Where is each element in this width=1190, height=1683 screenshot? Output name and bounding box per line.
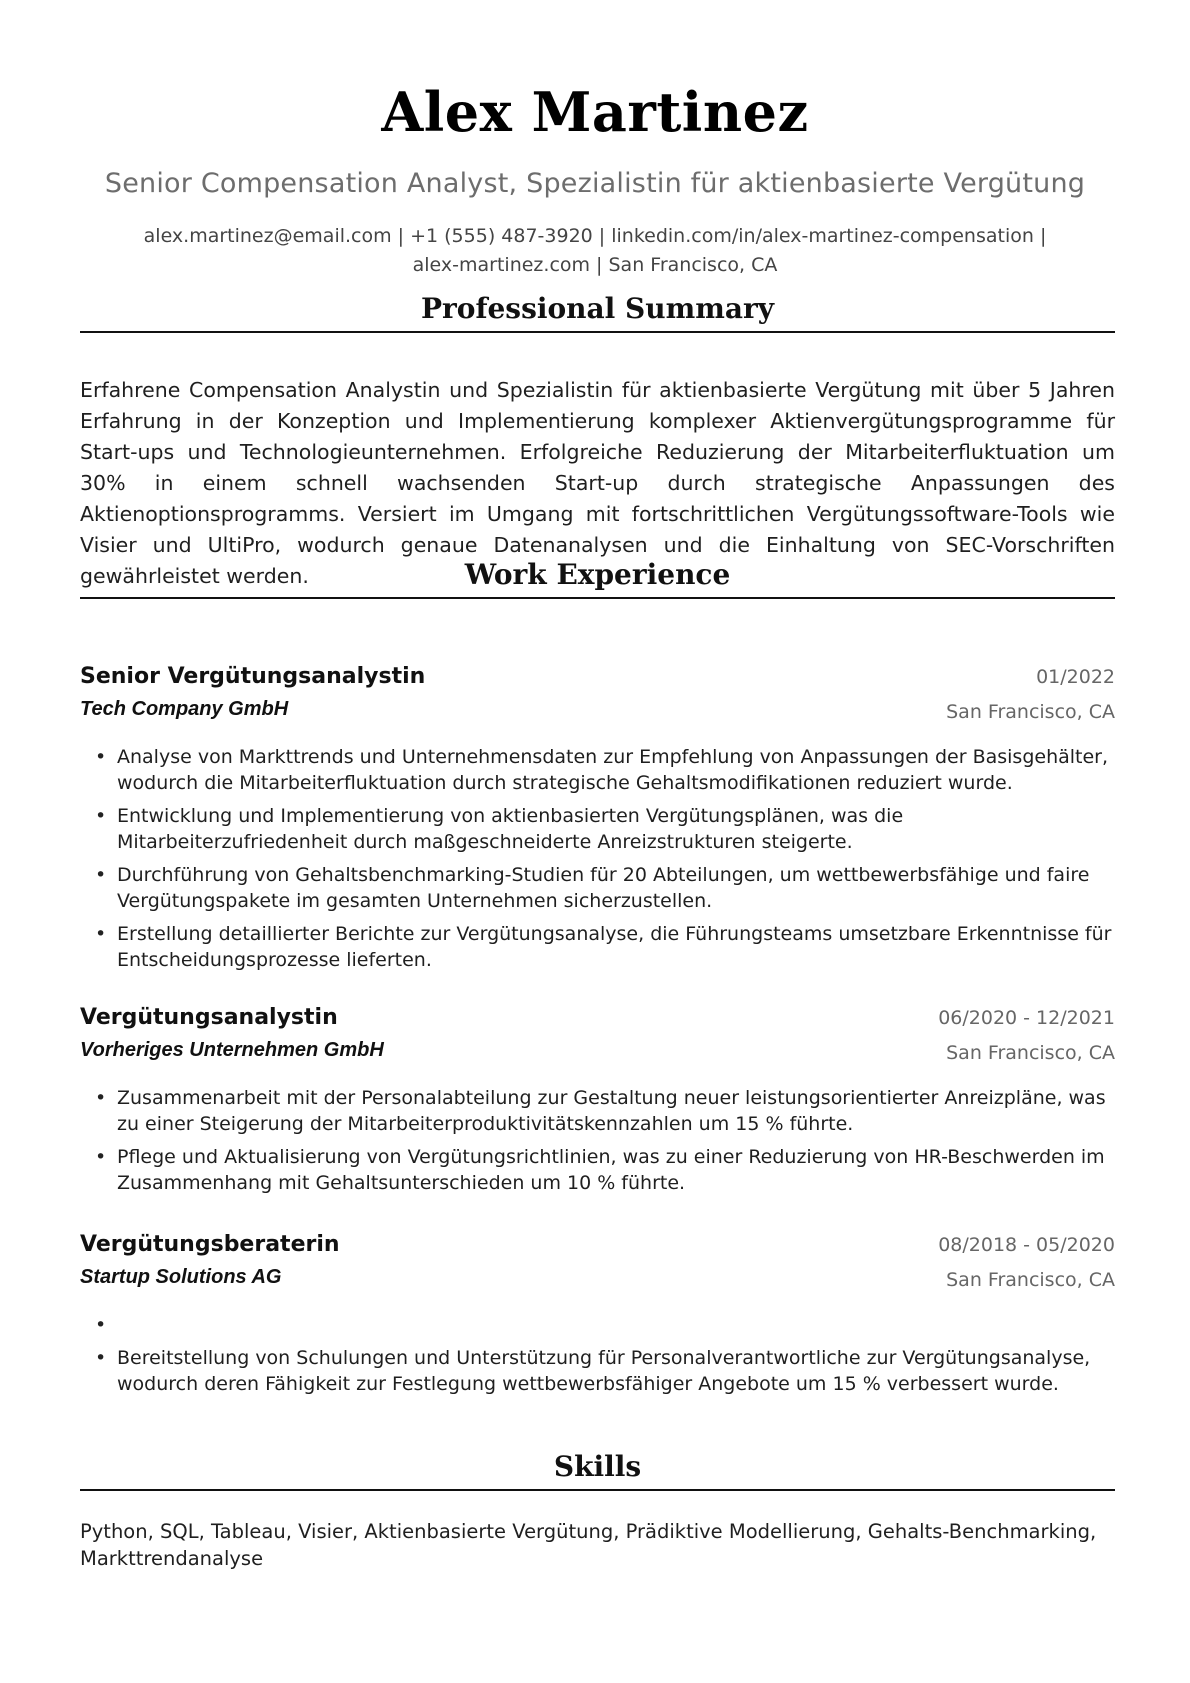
job-bullets	[80, 1312, 1115, 1397]
job-bullets	[80, 1085, 1115, 1196]
bullet-text: Durchführung von Gehaltsbenchmarking-Studien für 20 Abteilungen, um wettbewerbsfähige und faire Vergütungspakete im gesamten Unternehmen sicherzustellen.	[117, 864, 1090, 912]
skills-list: Python, SQL, Tableau, Visier, Aktienbasierte Vergütung, Prädiktive Modellierung, Gehalts-Benchmarking, Markttrendanalyse	[80, 1520, 1097, 1570]
bullet-icon: •	[95, 864, 107, 886]
summary-heading: Professional Summary	[80, 292, 1115, 333]
bullet-text: Bereitstellung von Schulungen und Unterstützung für Personalverantwortliche zur Vergütungsanalyse, wodurch deren Fähigkeit zur Festlegung wettbewerbsfähiger Angebote um 15 % verbessert wurde.	[117, 1347, 1091, 1395]
job-entry	[80, 664, 1115, 980]
bullet-icon: •	[95, 1146, 107, 1168]
bullet-text: Entwicklung und Implementierung von aktienbasierten Vergütungsplänen, was die Mitarbeiterzufriedenheit durch maßgeschneiderte Anreizstrukturen steigerte.	[117, 805, 904, 853]
job-title: Vergütungsberaterin	[80, 1232, 340, 1257]
bullet-icon: •	[95, 1347, 107, 1369]
bullet-item	[80, 1312, 1115, 1338]
bullet-item	[80, 803, 1115, 855]
summary-text: Erfahrene Compensation Analystin und Spezialistin für aktienbasierte Vergütung mit über 5 Jahren Erfahrung in der Konzeption und Implementierung komplexer Aktienvergütungsprogramme für Start-ups und Technologieunternehmen. Erfolgreiche Reduzierung der Mitarbeiterfluktuation um 30% in einem schnell wachsenden Start-up durch strategische Anpassungen des Aktienoptionsprogramms. Versiert im Umgang mit fortschrittlichen Vergütungssoftware-Tools wie Visier und UltiPro, wodurch genaue Datenanalysen und die Einhaltung von SEC-Vorschriften gewährleistet werden.	[80, 378, 1115, 588]
contact-line-2: alex-martinez.com | San Francisco, CA	[412, 254, 778, 276]
bullet-item	[80, 1345, 1115, 1397]
job-location: San Francisco, CA	[946, 1269, 1115, 1291]
bullet-item	[80, 744, 1115, 796]
candidate-name: Alex Martinez	[381, 80, 809, 144]
experience-heading: Work Experience	[80, 558, 1115, 599]
bullet-icon: •	[95, 746, 107, 768]
bullet-icon: •	[95, 1314, 107, 1336]
job-location: San Francisco, CA	[946, 1042, 1115, 1064]
job-date: 08/2018 - 05/2020	[938, 1234, 1115, 1256]
job-title: Vergütungsanalystin	[80, 1005, 338, 1030]
skills-heading: Skills	[80, 1450, 1115, 1491]
job-entry	[80, 1232, 1115, 1404]
contact-line-1: alex.martinez@email.com | +1 (555) 487-3920 | linkedin.com/in/alex-martinez-compensation |	[143, 225, 1047, 247]
job-entry	[80, 1005, 1115, 1203]
bullet-icon: •	[95, 1087, 107, 1109]
contact-info	[0, 222, 1190, 280]
company-name: Startup Solutions AG	[80, 1266, 282, 1288]
bullet-item	[80, 1144, 1115, 1196]
job-date: 06/2020 - 12/2021	[938, 1007, 1115, 1029]
job-bullets	[80, 744, 1115, 973]
bullet-text: Pflege und Aktualisierung von Vergütungsrichtlinien, was zu einer Reduzierung von HR-Beschwerden im Zusammenhang mit Gehaltsunterschieden um 10 % führte.	[117, 1146, 1105, 1194]
company-name: Vorheriges Unternehmen GmbH	[80, 1039, 384, 1061]
job-date: 01/2022	[1036, 666, 1115, 688]
bullet-item	[80, 862, 1115, 914]
bullet-icon: •	[95, 923, 107, 945]
bullet-item	[80, 1085, 1115, 1137]
company-name: Tech Company GmbH	[80, 698, 289, 720]
bullet-text: Analyse von Markttrends und Unternehmensdaten zur Empfehlung von Anpassungen der Basisgehälter, wodurch die Mitarbeiterfluktuation durch strategische Gehaltsmodifikationen reduziert wurde.	[117, 746, 1109, 794]
job-location: San Francisco, CA	[946, 701, 1115, 723]
job-title: Senior Vergütungsanalystin	[80, 664, 426, 689]
bullet-item	[80, 921, 1115, 973]
candidate-title: Senior Compensation Analyst, Spezialistin für aktienbasierte Vergütung	[104, 168, 1086, 199]
bullet-icon: •	[95, 805, 107, 827]
bullet-text: Zusammenarbeit mit der Personalabteilung zur Gestaltung neuer leistungsorientierter Anreizpläne, was zu einer Steigerung der Mitarbeiterproduktivitätskennzahlen um 15 % führte.	[117, 1087, 1106, 1135]
bullet-text: Erstellung detaillierter Berichte zur Vergütungsanalyse, die Führungsteams umsetzbare Erkenntnisse für Entscheidungsprozesse lieferten.	[117, 923, 1112, 971]
